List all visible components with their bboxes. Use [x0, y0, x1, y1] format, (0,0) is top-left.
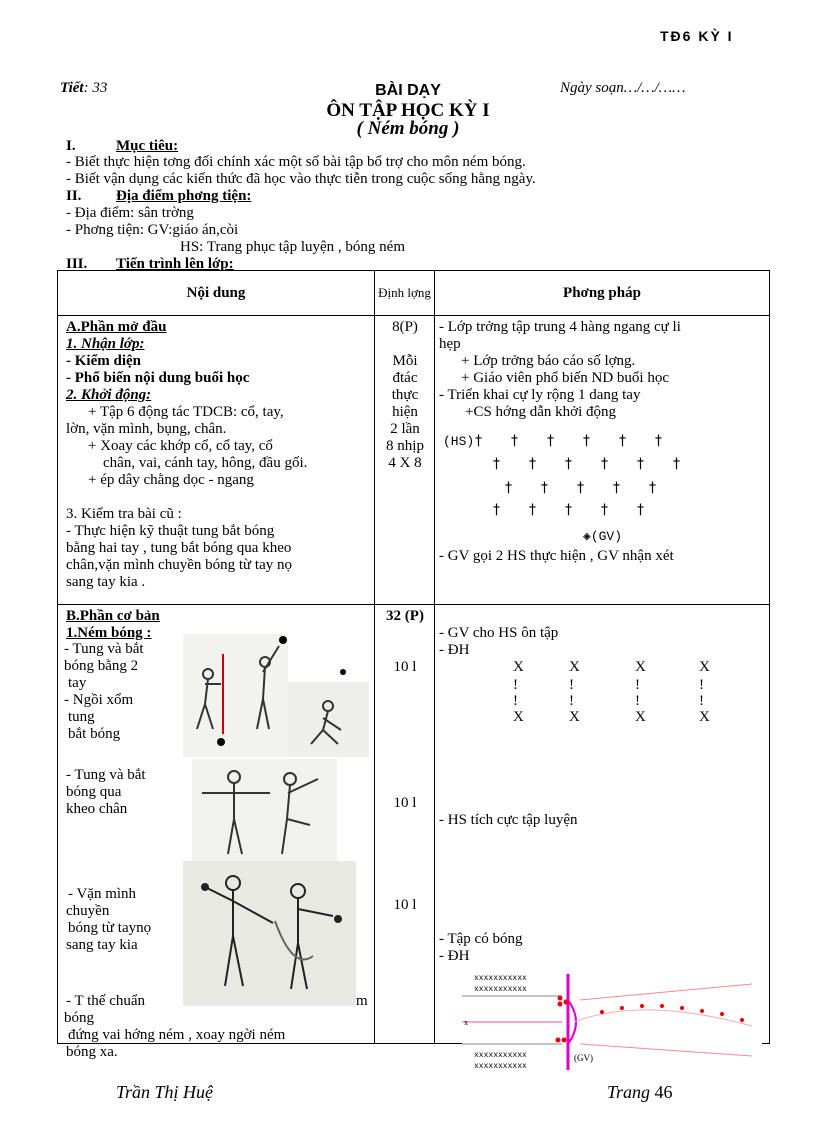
student-x-marker: X	[699, 709, 710, 725]
amount: Mỗi	[392, 353, 418, 369]
top-tag: TĐ6 KỲ I	[660, 28, 734, 44]
student-figure: †	[673, 456, 680, 472]
method-line: - Lớp trởng tập trung 4 hàng ngang cự li	[439, 319, 681, 335]
ex3-text: - Vặn mình	[68, 886, 137, 902]
lane-marker: !	[569, 693, 574, 709]
ex3-text: chuyền	[66, 903, 110, 919]
ex2-text: - Tung và bắt	[66, 767, 146, 783]
student-figure: †	[475, 433, 482, 449]
warmup-formation-diagram	[475, 428, 755, 518]
row-label: xxxxxxxxxxx	[474, 985, 527, 994]
student-x-marker: X	[635, 709, 646, 725]
part-a-l7: + Xoay các khớp cổ, cổ tay, cổ	[88, 438, 273, 454]
lane-marker: !	[635, 677, 640, 693]
col-content-header: Nội dung	[58, 271, 375, 316]
lane-marker: !	[513, 693, 518, 709]
part-a-l4: 2. Khởi động:	[66, 387, 152, 403]
student-figure: †	[637, 456, 644, 472]
page-number	[607, 1082, 673, 1103]
doc-title-1: BÀI DẠY	[375, 82, 441, 99]
student-figure: †	[637, 502, 644, 518]
location-line: - Địa điểm: sân trờng	[66, 205, 194, 221]
toss-catch-photo	[183, 634, 369, 757]
method-line: hẹp	[439, 336, 461, 352]
lane-marker: !	[699, 677, 704, 693]
ex4-text: bóng	[64, 1010, 94, 1026]
student-figure: †	[493, 502, 500, 518]
part-a-l8: chân, vai, cánh tay, hông, đầu gối.	[103, 455, 308, 471]
equipment-line-hs: HS: Trang phục tập luyện , bóng ném	[180, 239, 405, 255]
student-figure: †	[649, 480, 656, 496]
student-figure: †	[583, 433, 590, 449]
lane-marker: !	[635, 693, 640, 709]
part-a-l3: - Phổ biến nội dung buổi học	[66, 370, 250, 386]
part-a-method	[435, 316, 770, 605]
ex1-text: tung	[68, 709, 95, 725]
student-figure: †	[547, 433, 554, 449]
part-a-l2: - Kiểm diện	[66, 353, 141, 369]
doc-title-3: ( Ném bóng )	[356, 118, 460, 139]
col-amount-header: Định lợng	[375, 271, 435, 316]
ex1-text: tay	[68, 675, 87, 691]
amount: 32 (P)	[386, 608, 424, 624]
prep-date: Ngày soạn…/…/……	[560, 80, 686, 96]
part-a-l9: + ép dây chằng dọc - ngang	[88, 472, 254, 488]
amount: 4 X 8	[388, 455, 422, 471]
student-figure: †	[529, 456, 536, 472]
amount: hiện	[392, 404, 418, 420]
col-method-header: Phơng pháp	[435, 271, 770, 316]
amount: 2 lần	[390, 421, 420, 437]
amount: 8 nhịp	[386, 438, 424, 454]
amount: 10 l	[393, 795, 417, 811]
row-label: xxxxxxxxxxx	[474, 1051, 527, 1060]
student-figure: †	[601, 456, 608, 472]
student-x-marker: X	[569, 659, 580, 675]
student-figure: †	[601, 502, 608, 518]
student-x-marker: X	[513, 659, 524, 675]
student-figure: †	[613, 480, 620, 496]
part-a-l1: 1. Nhận lớp:	[66, 336, 145, 352]
student-figure: †	[577, 480, 584, 496]
student-figure: †	[493, 456, 500, 472]
student-figure: †	[565, 456, 572, 472]
section-title: Tiến trình lên lớp:	[116, 256, 234, 272]
table-header-row	[58, 271, 770, 316]
row-label: xxxxxxxxxxx	[474, 1062, 527, 1071]
method-line: - GV gọi 2 HS thực hiện , GV nhận xét	[439, 548, 674, 564]
twist-pass-photo	[183, 861, 356, 1006]
student-figure: †	[541, 480, 548, 496]
amount: 10 l	[393, 897, 417, 913]
method-line: - HS tích cực tập luyện	[439, 812, 578, 828]
student-x-marker: X	[635, 659, 646, 675]
ex1-text: bóng bằng 2	[64, 658, 139, 674]
amount: 8(P)	[392, 319, 418, 335]
part-a-content	[58, 316, 375, 605]
student-figure: †	[655, 433, 662, 449]
author-name: Trần Thị Huệ	[116, 1082, 214, 1102]
ex4-text: đứng vai hớng ném , xoay ngời ném	[68, 1027, 286, 1043]
ex2-text: bóng qua	[66, 784, 122, 800]
section-num: I.	[66, 138, 76, 154]
method-line: - ĐH	[439, 642, 470, 658]
ex2-text: kheo chân	[66, 801, 128, 817]
page-label: Trang	[607, 1082, 651, 1102]
method-line: - Triển khai cự ly rộng 1 dang tay	[439, 387, 641, 403]
part-a-l10: 3. Kiểm tra bài cũ :	[66, 506, 182, 522]
part-a-title: A.Phần mở đầu	[66, 319, 167, 335]
kneecatch-photo	[192, 759, 337, 863]
student-x-marker: X	[513, 709, 524, 725]
objective-line: - Biết thực hiện tơng đối chính xác một số bài tập bổ trợ cho môn ném bóng.	[66, 154, 526, 170]
method-line: + Giáo viên phổ biến ND buổi học	[461, 370, 670, 386]
lane-marker: !	[569, 677, 574, 693]
equipment-line: - Phơng tiện: GV:giáo án,còi	[66, 222, 239, 238]
section-objectives-heading	[66, 138, 178, 155]
part-a-l14: sang tay kia .	[66, 574, 146, 590]
section-num: II.	[66, 188, 82, 204]
ex1-text: - Ngồi xổm	[64, 692, 134, 708]
gv-label: (GV)	[574, 1053, 593, 1063]
throwing-field-diagram	[462, 966, 762, 1078]
part-b-amount	[375, 605, 435, 1044]
method-line: +CS hớng dẫn khởi động	[465, 404, 616, 420]
ex1-text: - Tung và bắt	[64, 641, 144, 657]
hs-label: (HS)	[443, 434, 475, 449]
doc-title-2: ÔN TẬP HỌC KỲ I	[326, 100, 490, 121]
part-a-l6: lờn, vặn mình, bụng, chân.	[66, 421, 227, 437]
student-x-marker: X	[569, 709, 580, 725]
row-label: xxxxxxxxxxx	[474, 974, 527, 983]
lane-marker: !	[513, 677, 518, 693]
section-title: Địa điểm phơng tiện:	[116, 188, 252, 204]
x-marker: x	[464, 1018, 468, 1027]
method-line: - Tập có bóng	[439, 931, 523, 947]
student-figure: †	[619, 433, 626, 449]
gv-label: ◈(GV)	[583, 529, 623, 544]
page-num: 46	[654, 1082, 673, 1102]
part-a-l11: - Thực hiện kỹ thuật tung bắt bóng	[66, 523, 275, 539]
part-b-sub: 1.Ném bóng :	[66, 625, 152, 641]
part-a-amount	[375, 316, 435, 605]
method-line: + Lớp trởng báo cáo số lợng.	[461, 353, 636, 369]
student-figure: †	[511, 433, 518, 449]
ex4-text: bóng xa.	[66, 1044, 118, 1060]
amount: 10 l	[393, 659, 417, 675]
student-figure: †	[505, 480, 512, 496]
method-line: - GV cho HS ôn tập	[439, 625, 559, 641]
part-a-l5: + Tập 6 động tác TDCB: cổ, tay,	[88, 404, 284, 420]
section-title: Mục tiêu:	[116, 138, 179, 154]
ex3-text: sang tay kia	[66, 937, 138, 953]
student-x-marker: X	[699, 659, 710, 675]
lesson-value: : 33	[83, 80, 108, 96]
ex4-text: - T thế chuẩn	[66, 993, 146, 1009]
lane-marker: !	[699, 693, 704, 709]
lesson-label: Tiết	[60, 80, 84, 96]
amount: đtác	[392, 370, 418, 386]
objective-line: - Biết vận dụng các kiến thức đã học vào thực tiễn trong cuộc sống hằng ngày.	[66, 171, 536, 187]
ex4-text-end: m	[356, 993, 368, 1009]
student-figure: †	[565, 502, 572, 518]
method-line: - ĐH	[439, 948, 470, 964]
part-b-content	[58, 605, 375, 1060]
amount: thực	[391, 387, 419, 403]
ex3-text: bóng từ taynọ	[68, 920, 152, 936]
part-a-l12: bằng hai tay , tung bắt bóng qua kheo	[66, 540, 292, 556]
student-figure: †	[529, 502, 536, 518]
part-a-l13: chân,vặn mình chuyền bóng từ tay nọ	[66, 557, 292, 573]
table-row-part-a	[58, 316, 770, 605]
ex1-text: bắt bóng	[68, 726, 121, 742]
section-location-heading	[66, 188, 251, 205]
section-num: III.	[66, 256, 88, 272]
part-b-title: B.Phần cơ bản	[66, 608, 160, 624]
